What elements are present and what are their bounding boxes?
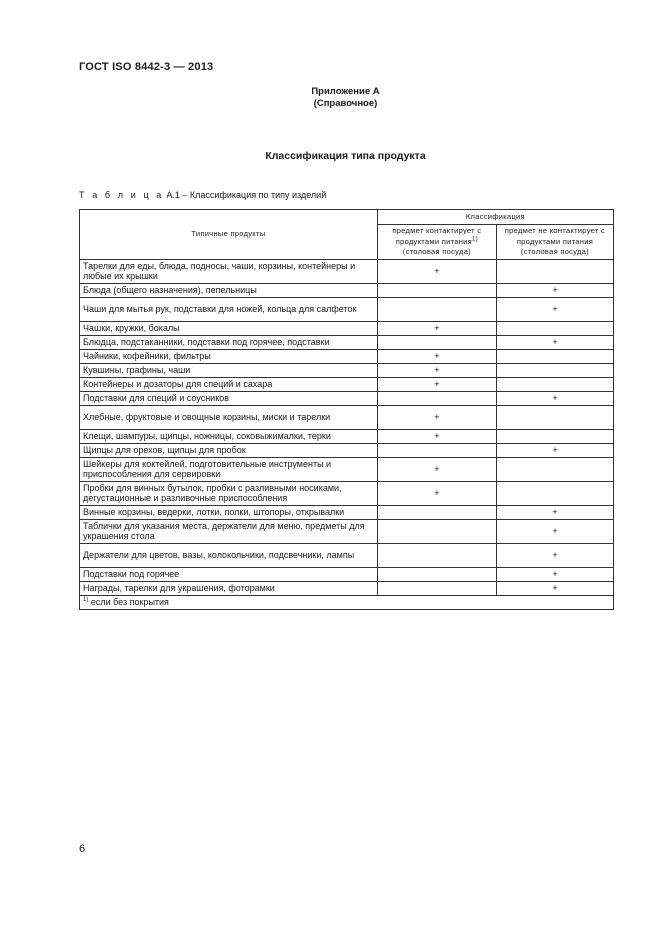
annex-subtitle: (Справочное) (313, 98, 378, 109)
product-cell: Держатели для цветов, вазы, колокольчики, подсвечники, лампы (80, 543, 378, 567)
table-caption-text: А.1 – Классификация по типу изделий (166, 190, 327, 200)
contact-mark-cell (377, 581, 496, 595)
noncontact-mark-cell: + (496, 519, 613, 543)
product-cell: Блюдца, подстаканники, подставки под горячее, подставки (80, 335, 378, 349)
contact-mark-cell (377, 391, 496, 405)
table-row (80, 283, 614, 297)
product-cell: Блюда (общего назначения), пепельницы (80, 283, 378, 297)
noncontact-mark-cell (496, 259, 613, 283)
noncontact-mark-cell: + (496, 567, 613, 581)
contact-mark-cell (377, 567, 496, 581)
table-row (80, 405, 614, 429)
product-cell: Клещи, шампуры, щипцы, ножницы, соковыжималки, терки (80, 429, 378, 443)
product-cell: Чайники, кофейники, фильтры (80, 349, 378, 363)
contact-mark-cell: + (377, 457, 496, 481)
product-cell: Чаши для мытья рук, подставки для ножей, кольца для салфеток (80, 297, 378, 321)
footnote-row (80, 595, 614, 609)
table-row (80, 391, 614, 405)
table-row (80, 443, 614, 457)
noncontact-mark-cell: + (496, 391, 613, 405)
product-cell: Хлебные, фруктовые и овощные корзины, миски и тарелки (80, 405, 378, 429)
noncontact-mark-cell (496, 429, 613, 443)
product-cell: Награды, тарелки для украшения, фоторамки (80, 581, 378, 595)
product-cell: Шейкеры для коктейлей, подготовительные инструменты и приспособления для сервировки (80, 457, 378, 481)
contact-mark-cell: + (377, 405, 496, 429)
table-row (80, 567, 614, 581)
noncontact-mark-cell: + (496, 297, 613, 321)
contact-mark-cell: + (377, 259, 496, 283)
product-cell: Контейнеры и дозаторы для специй и сахара (80, 377, 378, 391)
table-body (80, 259, 614, 595)
header-contact (377, 225, 496, 260)
table-caption-label: Т а б л и ц а (79, 190, 164, 200)
noncontact-mark-cell (496, 481, 613, 505)
noncontact-mark-cell: + (496, 505, 613, 519)
table-row (80, 519, 614, 543)
contact-mark-cell (377, 283, 496, 297)
table-row (80, 457, 614, 481)
section-title: Классификация типа продукта (265, 150, 426, 162)
document-header: ГОСТ ISO 8442-3 — 2013 (79, 61, 214, 73)
table-row (80, 363, 614, 377)
contact-mark-cell: + (377, 363, 496, 377)
contact-mark-cell (377, 335, 496, 349)
table-row (80, 581, 614, 595)
contact-mark-cell: + (377, 321, 496, 335)
table-row (80, 481, 614, 505)
table-row (80, 429, 614, 443)
header-noncontact-sub: (столовая посуда) (520, 247, 589, 256)
contact-mark-cell: + (377, 377, 496, 391)
product-cell: Таблички для указания места, держатели для меню, предметы для украшения стола (80, 519, 378, 543)
contact-mark-cell (377, 505, 496, 519)
table-row (80, 377, 614, 391)
noncontact-mark-cell: + (496, 443, 613, 457)
header-typical-products: Типичные продукты (80, 210, 378, 260)
header-noncontact (496, 225, 613, 260)
noncontact-mark-cell: + (496, 581, 613, 595)
contact-mark-cell (377, 297, 496, 321)
product-cell: Винные корзины, ведерки, лотки, полки, штопоры, открывалки (80, 505, 378, 519)
noncontact-mark-cell (496, 363, 613, 377)
annex-title: Приложение А (311, 86, 380, 97)
contact-mark-cell: + (377, 349, 496, 363)
table-row (80, 321, 614, 335)
classification-table (79, 209, 614, 610)
product-cell: Чашки, кружки, бокалы (80, 321, 378, 335)
footnote-text: если без покрытия (88, 596, 169, 607)
product-cell: Щипцы для орехов, щипцы для пробок (80, 443, 378, 457)
table-row (80, 297, 614, 321)
table-row (80, 335, 614, 349)
noncontact-mark-cell (496, 321, 613, 335)
table-row (80, 543, 614, 567)
noncontact-mark-cell: + (496, 283, 613, 297)
product-cell: Пробки для винных бутылок, пробки с разливными носиками, дегустационные и разливочные приспособления (80, 481, 378, 505)
footnote (80, 595, 614, 609)
header-contact-label: предмет контактирует с продуктами питания (392, 226, 482, 246)
product-cell: Подставки для специй и соусников (80, 391, 378, 405)
contact-mark-cell: + (377, 429, 496, 443)
noncontact-mark-cell (496, 377, 613, 391)
page-number: 6 (79, 843, 86, 855)
table-caption (79, 190, 326, 200)
header-contact-sub: (столовая посуда) (402, 247, 471, 256)
table-row (80, 349, 614, 363)
product-cell: Кувшины, графины, чаши (80, 363, 378, 377)
noncontact-mark-cell: + (496, 335, 613, 349)
header-contact-footnote-ref: 1) (471, 236, 478, 242)
table-row (80, 505, 614, 519)
contact-mark-cell (377, 443, 496, 457)
header-classification: Классификация (377, 210, 613, 225)
noncontact-mark-cell (496, 457, 613, 481)
noncontact-mark-cell: + (496, 543, 613, 567)
contact-mark-cell (377, 519, 496, 543)
contact-mark-cell (377, 543, 496, 567)
noncontact-mark-cell (496, 405, 613, 429)
footnote-marker: 1) (83, 596, 89, 603)
contact-mark-cell: + (377, 481, 496, 505)
header-noncontact-label: предмет не контактирует с продуктами питания (504, 226, 606, 246)
product-cell: Подставки под горячее (80, 567, 378, 581)
annex-heading (0, 86, 661, 110)
product-cell: Тарелки для еды, блюда, подносы, чаши, корзины, контейнеры и любые их крышки (80, 259, 378, 283)
table-row (80, 259, 614, 283)
noncontact-mark-cell (496, 349, 613, 363)
